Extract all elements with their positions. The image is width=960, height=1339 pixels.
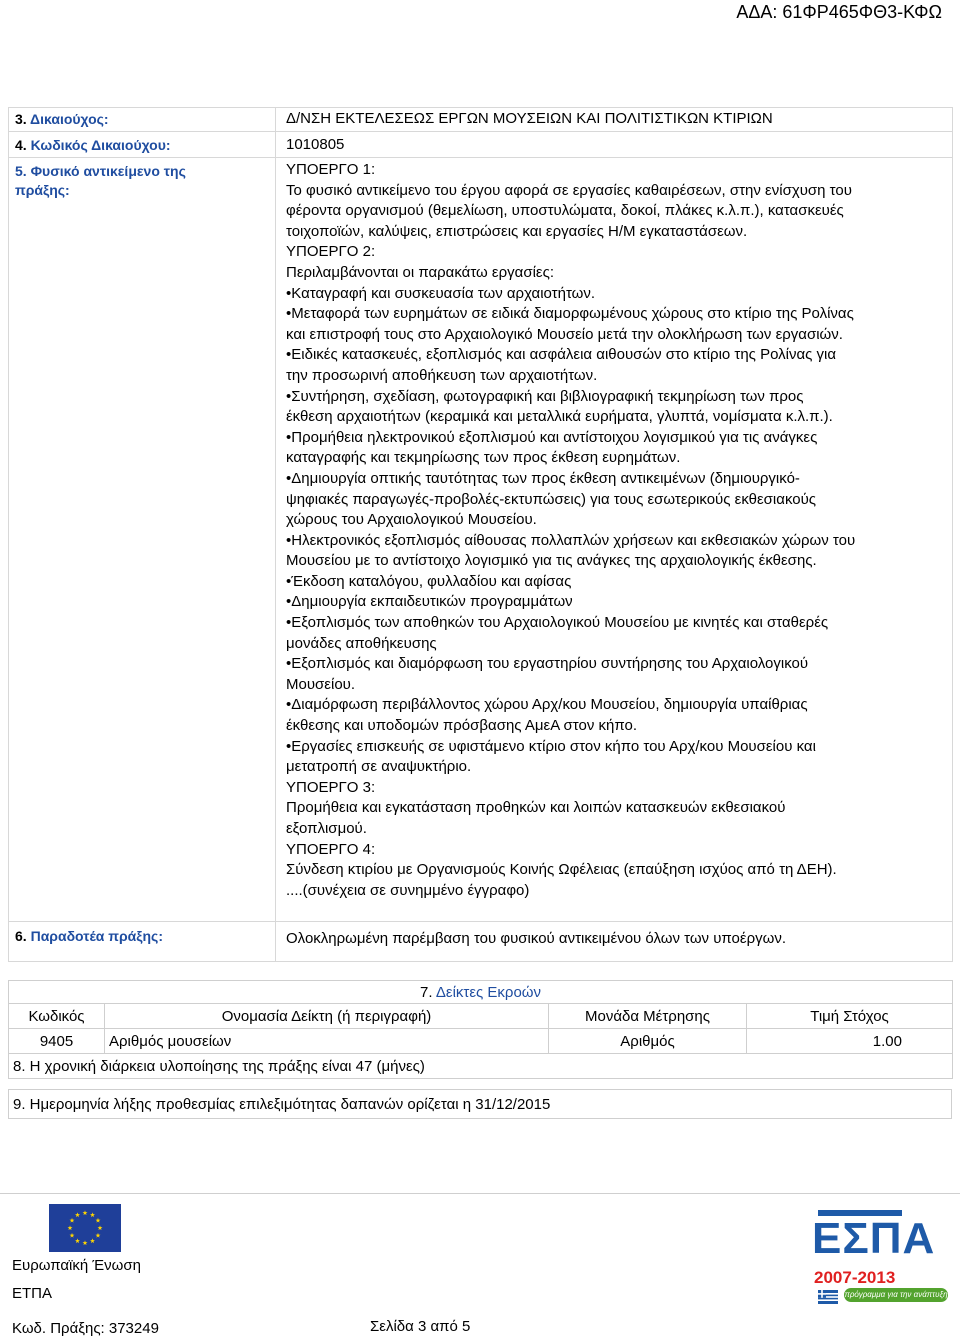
- bullet-line: • Δημιουργία οπτικής ταυτότητας των προς έκθεση αντικειμένων (δημιουργικό-: [286, 469, 946, 490]
- header-target: Τιμή Στόχος: [747, 1004, 953, 1029]
- main-info-table: [8, 107, 952, 962]
- bullet-line: • Μεταφορά των ευρημάτων σε ειδικά διαμορφωμένους χώρους στο κτίριο της Ρολίνας: [286, 304, 946, 325]
- row-deliverables: [9, 922, 953, 962]
- row4-num: 4.: [15, 137, 31, 153]
- body-line: την προσωρινή αποθήκευση των αρχαιοτήτων.: [286, 366, 598, 384]
- deliverables-value: Ολοκληρωμένη παρέμβαση του φυσικού αντικειμένου όλων των υποέργων.: [276, 922, 953, 962]
- body-line: και επιστροφή τους στο Αρχαιολογικό Μουσείο μετά την ολοκλήρωση των εργασιών.: [286, 325, 843, 343]
- bullet-line: • Ειδικές κατασκευές, εξοπλισμός και ασφάλεια αιθουσών στο κτίριο της Ρολίνας για: [286, 345, 946, 366]
- bullet-line: • Προμήθεια ηλεκτρονικού εξοπλισμού και αντίστοιχου λογισμικού για τις ανάγκες: [286, 428, 946, 449]
- body-line: έκθεσης και υποδομών πρόσβασης ΑμεΑ στον κήπο.: [286, 717, 638, 735]
- row6-label: Παραδοτέα πράξης:: [30, 928, 163, 944]
- body-line: χώρους του Αρχαιολογικού Μουσείου.: [286, 511, 537, 529]
- bullet-line: • Ηλεκτρονικός εξοπλισμός αίθουσας πολλαπλών χρήσεων και εκθεσιακών χώρων του: [286, 531, 946, 552]
- bullet-line: • Καταγραφή και συσκευασία των αρχαιοτήτων.: [286, 284, 946, 305]
- header-name: Ονομασία Δείκτη (ή περιγραφή): [105, 1004, 549, 1029]
- project-code: Κωδ. Πράξης: 373249: [12, 1320, 159, 1337]
- indicators-header-row: [9, 1004, 953, 1029]
- eligibility-text: 9. Ημερομηνία λήξης προθεσμίας επιλεξιμότητας δαπανών ορίζεται η 31/12/2015: [9, 1090, 952, 1119]
- row-duration: [9, 1054, 953, 1079]
- cell-name: Αριθμός μουσείων: [105, 1029, 549, 1054]
- indicators-table: [8, 980, 952, 1079]
- eligibility-row: [8, 1089, 952, 1119]
- body-line: μετατροπή σε αναψυκτήριο.: [286, 758, 472, 776]
- row3-num: 3.: [15, 111, 31, 127]
- bullet-line: • Εργασίες επισκευής σε υφιστάμενο κτίριο στον κήπο του Αρχ/κου Μουσείου και: [286, 737, 946, 758]
- row4-label: Κωδικός Δικαιούχου:: [30, 137, 171, 153]
- body-line: ψηφιακές παραγωγές-προβολές-εκτυπώσεις) για τους εσωτερικούς εκθεσιακούς: [286, 490, 817, 508]
- espa-slogan: πρόγραμμα για την ανάπτυξη: [844, 1290, 948, 1299]
- cell-unit: Αριθμός: [549, 1029, 747, 1054]
- table-row: [9, 1029, 953, 1054]
- ada-code: ΑΔΑ: 61ΦΡ465ΦΘ3-ΚΦΩ: [736, 2, 942, 22]
- espa-years: 2007-2013: [814, 1268, 896, 1287]
- bullet-line: • Διαμόρφωση περιβάλλοντος χώρου Αρχ/κου Μουσείου, δημιουργία υπαίθριας: [286, 695, 946, 716]
- subproject-1-heading: ΥΠΟΕΡΓΟ 1:: [286, 161, 376, 178]
- body-line: καταγραφής και τεκμηρίωσης των προς έκθεση ευρημάτων.: [286, 449, 681, 467]
- body-line: Προμήθεια και εγκατάσταση προθηκών και λοιπών κατασκευών εκθεσιακού: [286, 799, 786, 817]
- bullet-line: • Εξοπλισμός και διαμόρφωση του εργαστηρίου συντήρησης του Αρχαιολογικού: [286, 654, 946, 675]
- cell-code: 9405: [9, 1029, 105, 1054]
- eu-flag-icon: [49, 1204, 121, 1252]
- indicators-title: Δείκτες Εκροών: [435, 983, 541, 1001]
- indicators-title-num: 7.: [420, 983, 436, 1001]
- row-beneficiary-code: [9, 132, 953, 158]
- espa-logo: [808, 1204, 948, 1308]
- footer-divider: [0, 1193, 960, 1194]
- espa-slogan-bar: [844, 1288, 948, 1302]
- body-line: Μουσείου.: [286, 675, 356, 693]
- row5-label-line1: 5. Φυσικό αντικείμενο της: [15, 163, 186, 179]
- body-line: μονάδες αποθήκευσης: [286, 634, 437, 652]
- greek-flag-icon: [818, 1290, 838, 1304]
- body-line: Το φυσικό αντικείμενο του έργου αφορά σε εργασίες καθαιρέσεων, στην ενίσχυση του: [286, 181, 852, 199]
- body-line: εξοπλισμού.: [286, 820, 367, 837]
- eu-label: Ευρωπαϊκή Ένωση: [12, 1257, 141, 1274]
- page-number: Σελίδα 3 από 5: [370, 1318, 471, 1335]
- duration-text: 8. Η χρονική διάρκεια υλοποίησης της πράξης είναι 47 (μήνες): [9, 1054, 953, 1079]
- bullet-line: • Συντήρηση, σχεδίαση, φωτογραφική και βιβλιογραφική τεκμηρίωση των προς: [286, 387, 946, 408]
- beneficiary-code-value: 1010805: [276, 132, 953, 158]
- beneficiary-value: Δ/ΝΣΗ ΕΚΤΕΛΕΣΕΩΣ ΕΡΓΩΝ ΜΟΥΣΕΙΩΝ ΚΑΙ ΠΟΛΙΤΙΣΤΙΚΩΝ ΚΤΙΡΙΩΝ: [276, 108, 953, 132]
- etpa-label: ΕΤΠΑ: [12, 1285, 53, 1302]
- indicators-title-row: [9, 981, 953, 1004]
- bullet-line: • Εξοπλισμός των αποθηκών του Αρχαιολογικού Μουσείου με κινητές και σταθερές: [286, 613, 946, 634]
- row6-num: 6.: [15, 928, 31, 944]
- cell-target: 1.00: [747, 1029, 953, 1054]
- subproject-3-heading: ΥΠΟΕΡΓΟ 3:: [286, 778, 376, 796]
- body-line: Σύνδεση κτιρίου με Οργανισμούς Κοινής Ωφέλειας (επαύξηση ισχύος από τη ΔΕΗ).: [286, 861, 837, 879]
- subproject-4-heading: ΥΠΟΕΡΓΟ 4:: [286, 840, 376, 858]
- bullet-line: • Έκδοση καταλόγου, φυλλαδίου και αφίσας: [286, 572, 946, 593]
- row5-label-line2: πράξης:: [15, 182, 70, 198]
- body-line: έκθεση αρχαιοτήτων (κεραμικά και μεταλλικά ευρήματα, γλυπτά, νομίσματα κ.λ.π.).: [286, 408, 833, 426]
- row-physical-object: [9, 158, 953, 922]
- bullet-line: • Δημιουργία εκπαιδευτικών προγραμμάτων: [286, 592, 946, 613]
- body-line: Μουσείου με το αντίστοιχο λογισμικό για τις ανάγκες της αρχαιολογικής έκθεσης.: [286, 552, 817, 570]
- row3-label: Δικαιούχος:: [30, 111, 109, 127]
- body-line: ....(συνέχεια σε συνημμένο έγγραφο): [286, 881, 530, 899]
- row-beneficiary: [9, 108, 953, 132]
- header-unit: Μονάδα Μέτρησης: [549, 1004, 747, 1029]
- espa-title: ΕΣΠΑ: [812, 1214, 936, 1263]
- subproject-2-heading: ΥΠΟΕΡΓΟ 2:: [286, 243, 376, 261]
- header-code: Κωδικός: [9, 1004, 105, 1029]
- body-line: Περιλαμβάνονται οι παρακάτω εργασίες:: [286, 263, 555, 281]
- body-line: τοιχοποϊών, καλύψεις, επιστρώσεις και εργασίες Η/Μ εγκαταστάσεων.: [286, 222, 748, 240]
- body-line: φέροντα οργανισμού (θεμελίωση, υποστυλώματα, δοκοί, πλάκες κ.λ.π.), κατασκευές: [286, 202, 844, 220]
